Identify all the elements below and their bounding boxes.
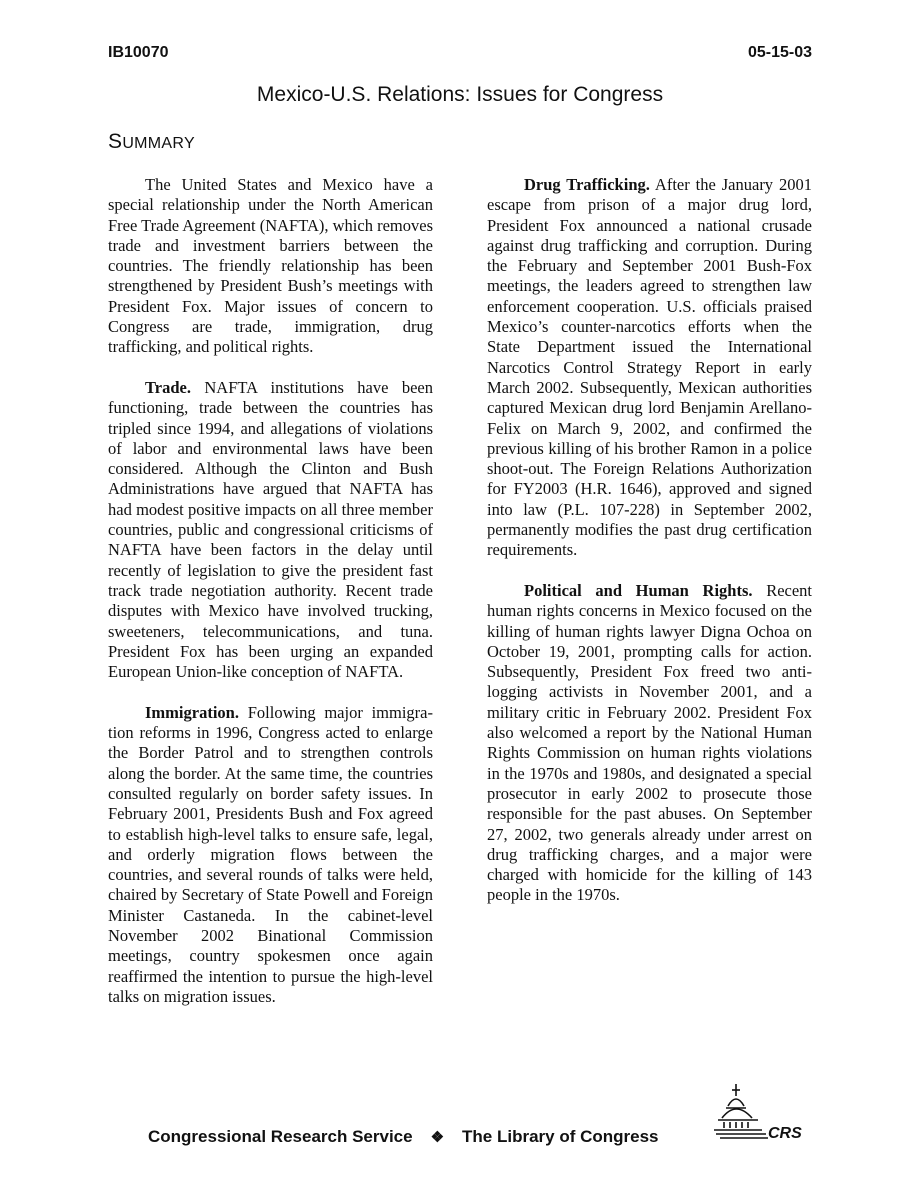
drug-trafficking-paragraph [487,175,812,561]
drug-trafficking-text: After the January 2001 escape from prison of a major drug lord, President Fox announced a national crusade against drug trafficking and corruption. During the February and September 2001 Bush-Fox meetings, the leaders agreed to strengthen law enforcement cooperation. U.S. officials praised Mexico’s counter-narcotics efforts when the State Department issued the International Narcotics Control Strategy Report in early March 2002. Subsequently, Mexican authorities captured Mexican drug lord Benjamin Arellano-Felix on March 9, 2002, and confirmed the previous killing of his brother Ramon in a police shoot-out. The Foreign Relations Authorization for FY2003 (H.R. 1646), approved and signed into law (P.L. 107-228) in September 2002, permanently modifies the past drug certification requirements. [487,175,812,560]
document-title: Mexico-U.S. Relations: Issues for Congress [256,83,664,106]
section-heading-initial: S [108,130,123,153]
trade-text: NAFTA institutions have been functioning, trade between the countries has tripled since 1994, and allegations of violations of labor and environmental laws have been considered. Although the Clinton and Bush Administrations have argued that NAFTA has had modest positive impacts on all three member countries, public and congressional criticisms of NAFTA have been factors in the delay until recently of legislation to give the president fast track trade negotiation authority. Recent trade disputes with Mexico have involved trucking, sweeteners, telecommunications, and tuna. President Fox has been urging an expanded European Union-like conception of NAFTA. [108,377,433,682]
section-heading [108,130,195,154]
footer-separator-icon: ❖ [430,1129,445,1146]
intro-paragraph: The United States and Mexico have a special relationship under the North American Free Trade Agreement (NAFTA), which removes trade and investment barriers between the countries. The friendly relationship has been strengthened by President Bush’s meetings with President Fox. Major issues of concern to Congress are trade, immigration, drug trafficking, and political rights. [108,175,433,357]
crs-logo-text: CRS [768,1125,802,1142]
report-id: IB10070 [108,44,169,61]
trade-heading: Trade. [145,377,191,397]
left-column [108,175,433,1027]
human-rights-text: Recent human rights concerns in Mexico focused on the killing of human rights lawyer Digna Ochoa on October 19, 2001, prompting calls for action. Subsequently, President Fox freed two anti-logging activists in November 2001, and a military critic in February 2002. President Fox also welcomed a report by the National Human Rights Commission on human rights violations in the 1970s and 1980s, and designated a special prosecutor in early 2002 to prosecute those responsible for the past abuses. On September 27, 2002, two generals already under arrest on drug trafficking charges, and a major were charged with homicide for the killing of 143 people in the 1970s. [487,580,812,905]
drug-trafficking-heading: Drug Trafficking. [524,175,650,194]
immigration-heading: Immigration. [145,702,239,722]
section-heading-rest: UMMARY [122,135,195,152]
report-date: 05-15-03 [747,44,812,61]
immigration-paragraph [108,703,433,1007]
footer-library-name: The Library of Congress [462,1127,659,1146]
page-footer [148,1127,659,1147]
trade-paragraph [108,378,433,682]
human-rights-paragraph [487,581,812,906]
human-rights-heading: Political and Human Rights. [524,580,753,600]
footer-crs-name: Congressional Research Service [148,1127,413,1146]
right-column [487,175,812,926]
immigration-text: Following major immigration reforms in 1996, Congress acted to enlarge the Border Patrol and to strengthen controls along the border. At the same time, the countries consulted regularly on border safety issues. In February 2001, Presidents Bush and Fox agreed to establish high-level talks to ensure safe, legal, and orderly migration flows between the countries, and several rounds of talks were held, chaired by Secretary of State Powell and Foreign Minister Castaneda. In the cabinet-level November 2002 Binational Commission meetings, country spokesmen once again reaffirmed the intention to pursue the high-level talks on migration issues. [108,702,433,1006]
crs-capitol-logo [712,1082,807,1144]
